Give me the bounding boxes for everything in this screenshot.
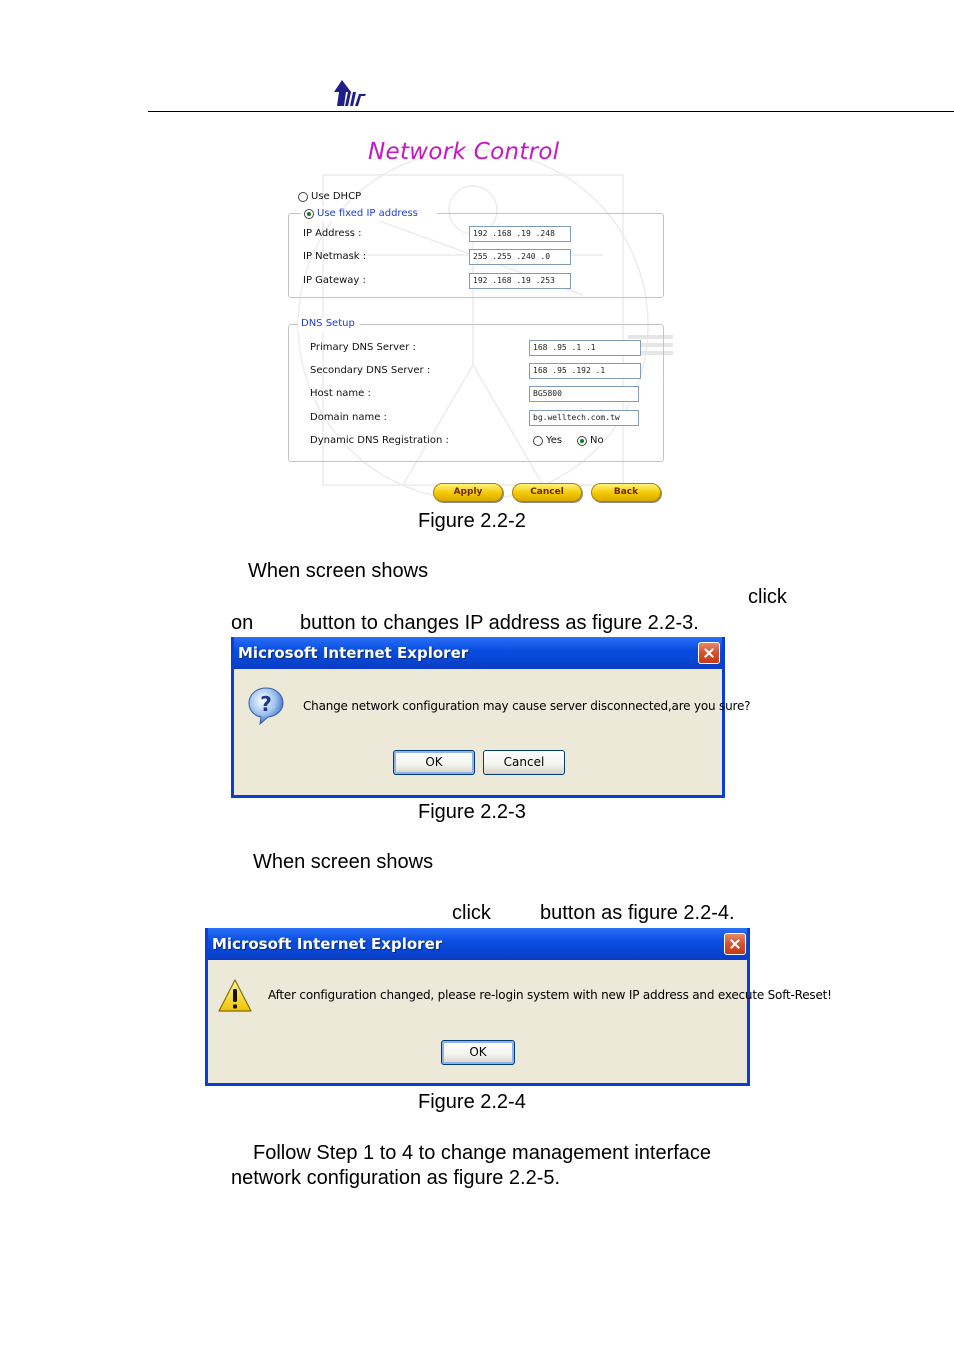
paragraph-3-line-1: Follow Step 1 to 4 to change management interface bbox=[253, 1142, 712, 1164]
primary-dns-input[interactable]: 168 .95 .1 .1 bbox=[529, 340, 641, 356]
svg-text:?: ? bbox=[260, 692, 272, 716]
cancel-dialog-button[interactable]: Cancel bbox=[483, 750, 565, 775]
ip-gateway-label: IP Gateway : bbox=[303, 275, 366, 286]
ok-button[interactable]: OK bbox=[393, 750, 475, 775]
ddns-label: Dynamic DNS Registration : bbox=[310, 435, 449, 446]
header-rule bbox=[148, 111, 954, 112]
ddns-yes-radio[interactable] bbox=[533, 436, 543, 446]
secondary-dns-label: Secondary DNS Server : bbox=[310, 365, 431, 376]
back-button[interactable]: Back bbox=[591, 483, 661, 502]
secondary-dns-input[interactable]: 168 .95 .192 .1 bbox=[529, 363, 641, 379]
ddns-no-radio[interactable] bbox=[577, 436, 587, 446]
paragraph-1-line-1: When screen shows bbox=[248, 560, 429, 582]
paragraph-2-click: click bbox=[452, 902, 491, 924]
ddns-yes-label: Yes bbox=[546, 435, 563, 446]
figure-2-2-2-caption: Figure 2.2-2 bbox=[418, 510, 526, 532]
ok-button[interactable]: OK bbox=[441, 1040, 515, 1065]
ip-address-input[interactable]: 192 .168 .19 .248 bbox=[469, 226, 571, 242]
warning-icon bbox=[217, 978, 253, 1014]
ip-address-label: IP Address : bbox=[303, 228, 362, 239]
ip-gateway-input[interactable]: 192 .168 .19 .253 bbox=[469, 273, 571, 289]
question-icon bbox=[247, 686, 285, 726]
info-dialog-title: Microsoft Internet Explorer bbox=[208, 928, 747, 960]
domain-name-input[interactable]: bg.welltech.com.tw bbox=[529, 410, 639, 426]
domain-name-label: Domain name : bbox=[310, 412, 387, 423]
info-dialog bbox=[205, 928, 832, 1086]
paragraph-3-line-2: network configuration as figure 2.2-5. bbox=[231, 1167, 561, 1189]
figure-2-2-3-caption: Figure 2.2-3 bbox=[418, 801, 526, 823]
ddns-no-label: No bbox=[590, 435, 604, 446]
info-dialog-message: After configuration changed, please re-login system with new IP address and execute Soft-Reset! bbox=[268, 988, 832, 1002]
use-dhcp-radio[interactable] bbox=[298, 192, 308, 202]
use-dhcp-label: Use DHCP bbox=[311, 191, 362, 202]
dns-setup-legend: DNS Setup bbox=[301, 318, 355, 329]
info-dialog-close-icon[interactable] bbox=[724, 933, 746, 955]
paragraph-1-rest: button to changes IP address as figure 2.2-3. bbox=[300, 612, 699, 634]
cancel-button[interactable]: Cancel bbox=[512, 483, 582, 502]
use-fixed-ip-label: Use fixed IP address bbox=[317, 208, 418, 219]
primary-dns-label: Primary DNS Server : bbox=[310, 342, 416, 353]
paragraph-2-line-1: When screen shows bbox=[253, 851, 434, 873]
ip-netmask-input[interactable]: 255 .255 .240 .0 bbox=[469, 249, 571, 265]
paragraph-1-on: on bbox=[231, 612, 254, 634]
paragraph-1-click: click bbox=[748, 586, 787, 608]
company-logo-icon bbox=[332, 78, 368, 108]
host-name-input[interactable]: BG5800 bbox=[529, 386, 639, 402]
network-control-panel bbox=[283, 135, 673, 510]
confirm-dialog-message: Change network configuration may cause server disconnected,are you sure? bbox=[303, 699, 751, 713]
use-fixed-ip-radio[interactable] bbox=[304, 209, 314, 219]
network-control-title: Network Control bbox=[368, 139, 560, 165]
apply-button[interactable]: Apply bbox=[433, 483, 503, 502]
confirm-dialog-close-icon[interactable] bbox=[698, 642, 720, 664]
paragraph-2-rest: button as figure 2.2-4. bbox=[540, 902, 735, 924]
ip-netmask-label: IP Netmask : bbox=[303, 251, 367, 262]
host-name-label: Host name : bbox=[310, 388, 371, 399]
confirm-dialog bbox=[231, 637, 751, 798]
confirm-dialog-title: Microsoft Internet Explorer bbox=[234, 637, 722, 669]
figure-2-2-4-caption: Figure 2.2-4 bbox=[418, 1091, 526, 1113]
